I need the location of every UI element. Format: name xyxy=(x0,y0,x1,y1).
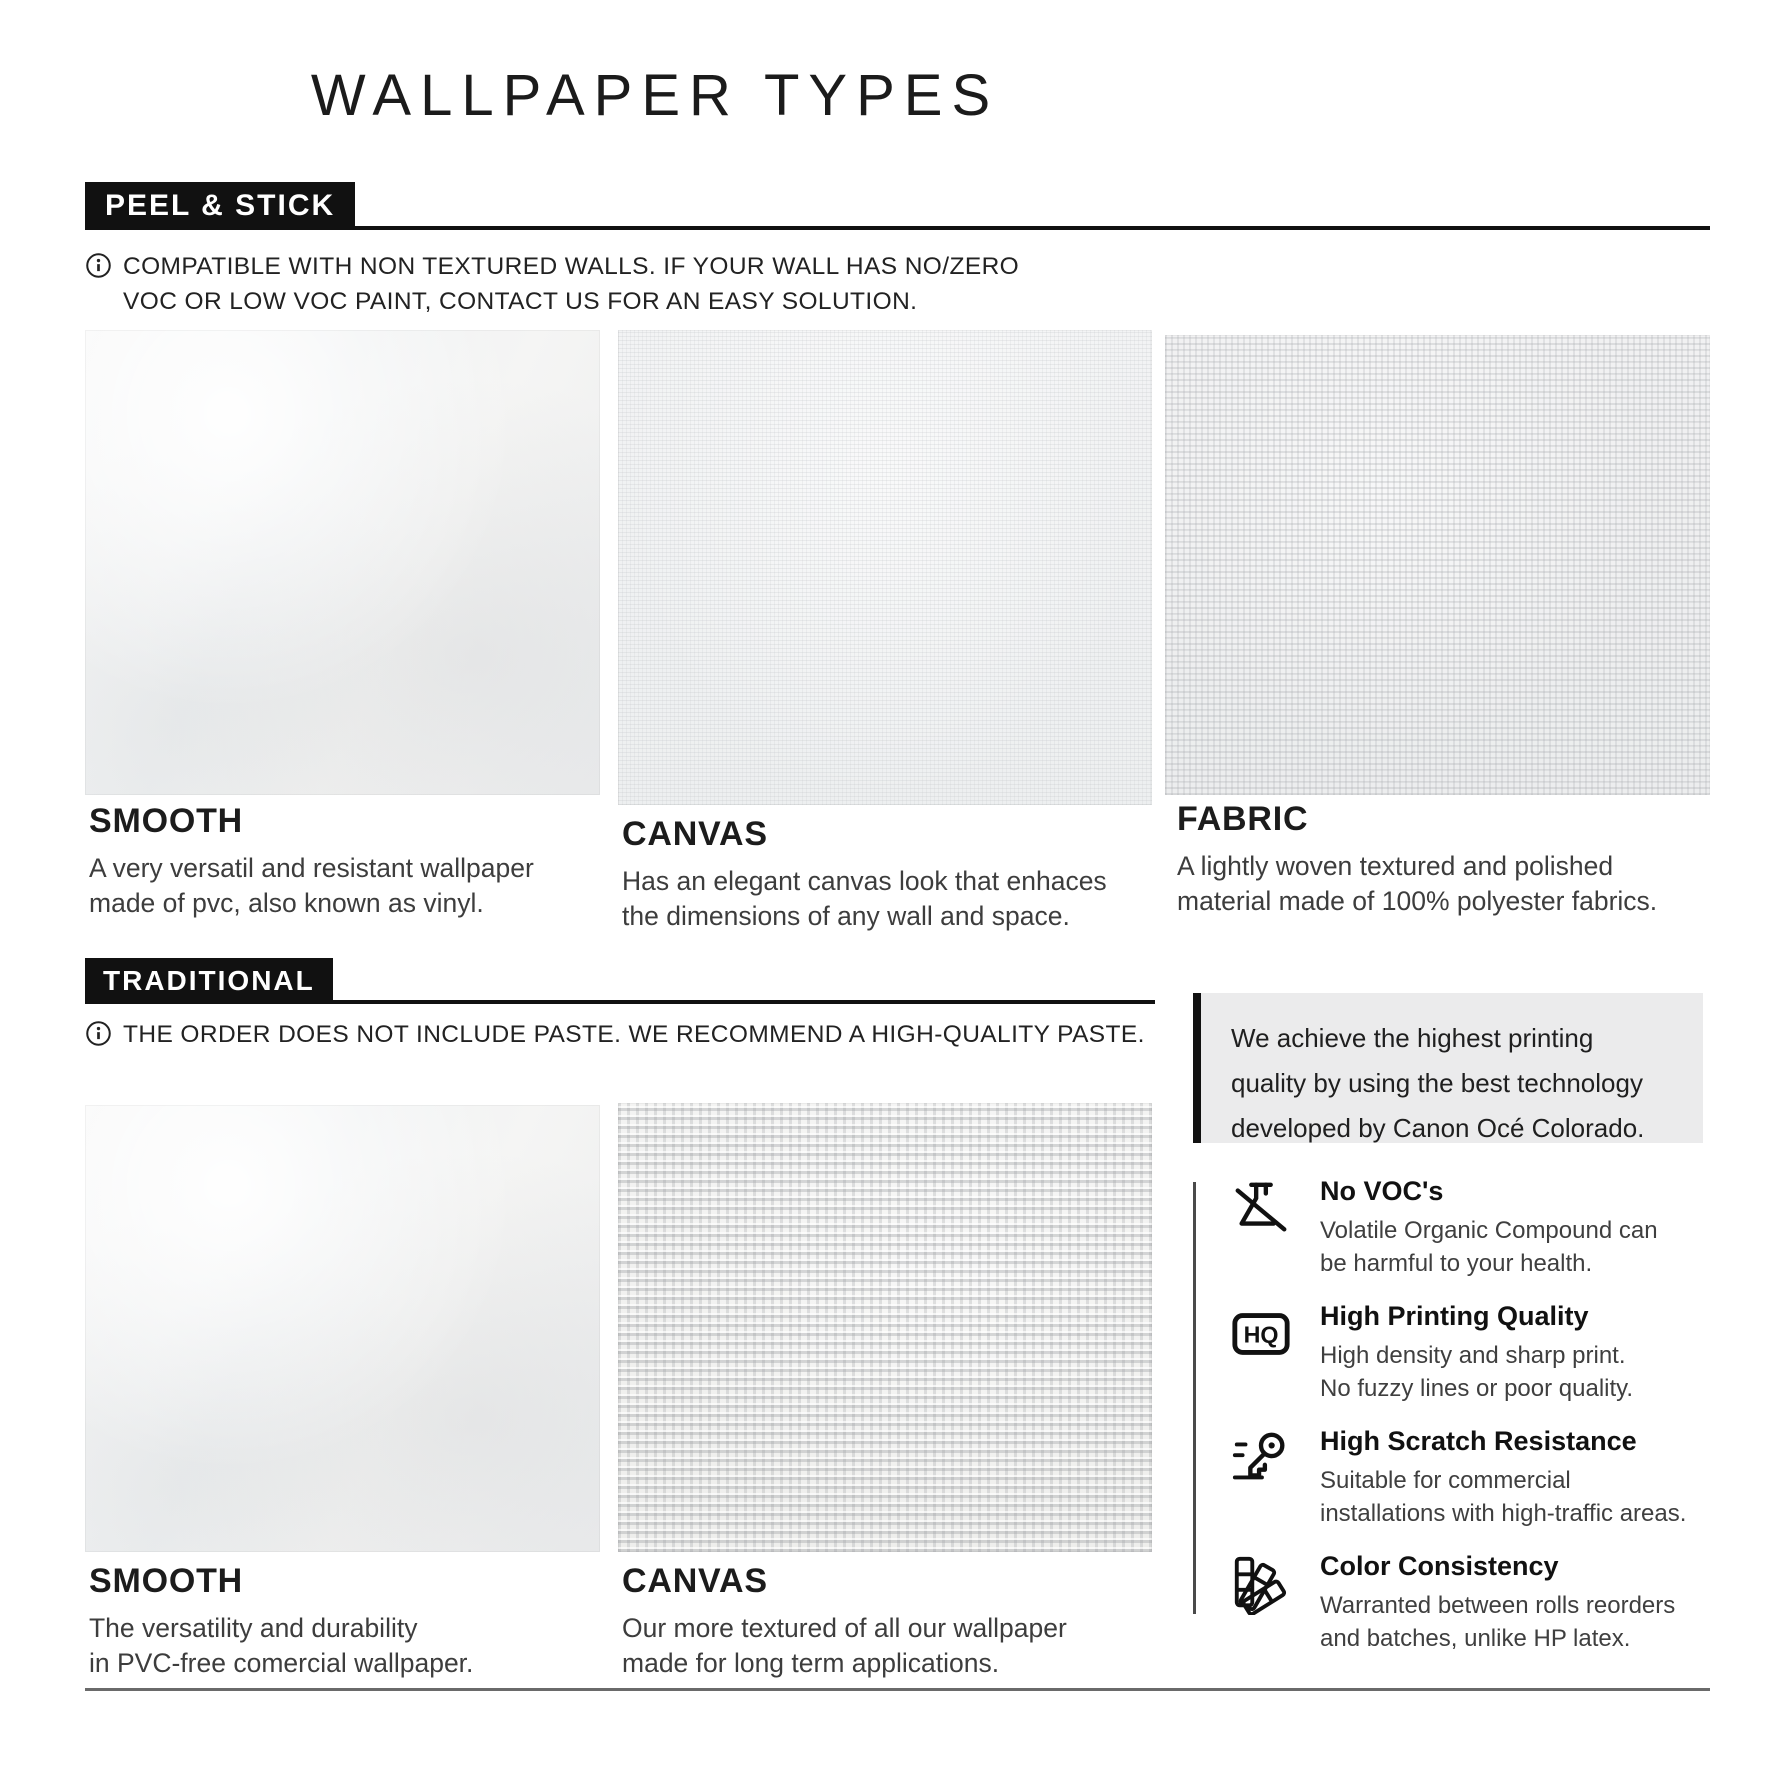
sidebar-divider-line xyxy=(1193,1182,1196,1614)
feature-no-vocs xyxy=(1230,1176,1750,1280)
color-swatches-icon xyxy=(1230,1553,1292,1615)
swatch-peel-canvas xyxy=(618,330,1152,805)
swatch-title: CANVAS xyxy=(622,1562,768,1600)
feature-desc-line: Suitable for commercial xyxy=(1320,1467,1571,1494)
feature-title: No VOC's xyxy=(1320,1176,1444,1206)
feature-desc-line: No fuzzy lines or poor quality. xyxy=(1320,1375,1634,1402)
swatch-desc-line: A lightly woven textured and polished xyxy=(1177,851,1614,881)
swatch-desc-line: material made of 100% polyester fabrics. xyxy=(1177,886,1658,916)
svg-text:HQ: HQ xyxy=(1243,1321,1279,1348)
quality-note-line: quality by using the best technology xyxy=(1231,1068,1643,1098)
swatch-traditional-canvas xyxy=(618,1103,1152,1552)
feature-desc-line: be harmful to your health. xyxy=(1320,1250,1593,1277)
caption-peel-fabric xyxy=(1173,800,1722,919)
swatch-desc-line: A very versatil and resistant wallpaper xyxy=(89,853,534,883)
scratch-key-icon xyxy=(1230,1428,1292,1490)
swatch-peel-smooth xyxy=(85,330,600,795)
swatch-desc-line: Has an elegant canvas look that enhaces xyxy=(622,866,1107,896)
swatch-title: SMOOTH xyxy=(89,802,244,840)
feature-desc-line: and batches, unlike HP latex. xyxy=(1320,1625,1631,1652)
feature-desc-line: Warranted between rolls reorders xyxy=(1320,1592,1676,1619)
feature-title: Color Consistency xyxy=(1320,1551,1559,1581)
section-rule-traditional xyxy=(85,1000,1155,1004)
feature-high-printing-quality xyxy=(1230,1301,1750,1405)
bottom-divider xyxy=(85,1688,1710,1691)
note-peel-stick xyxy=(85,249,1019,319)
info-icon xyxy=(85,1020,112,1047)
feature-title: High Printing Quality xyxy=(1320,1301,1589,1331)
note-line: VOC OR LOW VOC PAINT, CONTACT US FOR AN EASY SOLUTION. xyxy=(123,288,918,315)
feature-desc-line: High density and sharp print. xyxy=(1320,1342,1626,1369)
swatch-title: CANVAS xyxy=(622,815,768,853)
swatch-desc-line: the dimensions of any wall and space. xyxy=(622,901,1070,931)
note-traditional xyxy=(85,1017,1145,1052)
note-line: COMPATIBLE WITH NON TEXTURED WALLS. IF YOUR WALL HAS NO/ZERO xyxy=(123,253,1020,280)
swatch-title: SMOOTH xyxy=(89,1562,244,1600)
feature-title: High Scratch Resistance xyxy=(1320,1426,1637,1456)
hq-badge-icon xyxy=(1230,1303,1292,1365)
page-title: WALLPAPER TYPES xyxy=(310,63,1000,128)
swatch-title: FABRIC xyxy=(1177,800,1309,838)
swatch-desc-line: in PVC-free comercial wallpaper. xyxy=(89,1648,474,1678)
swatch-desc-line: The versatility and durability xyxy=(89,1613,418,1643)
info-icon xyxy=(85,252,112,279)
section-label-traditional: TRADITIONAL xyxy=(85,958,333,1004)
note-line: THE ORDER DOES NOT INCLUDE PASTE. WE RECOMMEND A HIGH-QUALITY PASTE. xyxy=(123,1021,1145,1048)
quality-note-box xyxy=(1193,993,1703,1143)
feature-color-consistency xyxy=(1230,1551,1750,1655)
caption-traditional-canvas xyxy=(618,1562,1156,1681)
swatch-traditional-smooth xyxy=(85,1105,600,1552)
feature-desc-line: Volatile Organic Compound can xyxy=(1320,1217,1658,1244)
swatch-peel-fabric xyxy=(1165,335,1710,795)
caption-peel-smooth xyxy=(85,802,604,921)
caption-peel-canvas xyxy=(618,815,1156,934)
feature-desc-line: installations with high-traffic areas. xyxy=(1320,1500,1687,1527)
swatch-desc-line: made of pvc, also known as vinyl. xyxy=(89,888,484,918)
quality-note-line: We achieve the highest printing xyxy=(1231,1023,1594,1053)
caption-traditional-smooth xyxy=(85,1562,604,1681)
swatch-desc-line: Our more textured of all our wallpaper xyxy=(622,1613,1067,1643)
swatch-desc-line: made for long term applications. xyxy=(622,1648,1000,1678)
feature-list xyxy=(1230,1176,1750,1676)
feature-high-scratch-resistance xyxy=(1230,1426,1750,1530)
section-rule-peel-stick xyxy=(85,226,1710,230)
no-voc-flask-icon xyxy=(1230,1178,1292,1240)
section-label-peel-stick: PEEL & STICK xyxy=(85,182,355,230)
quality-note-line: developed by Canon Océ Colorado. xyxy=(1231,1113,1645,1143)
